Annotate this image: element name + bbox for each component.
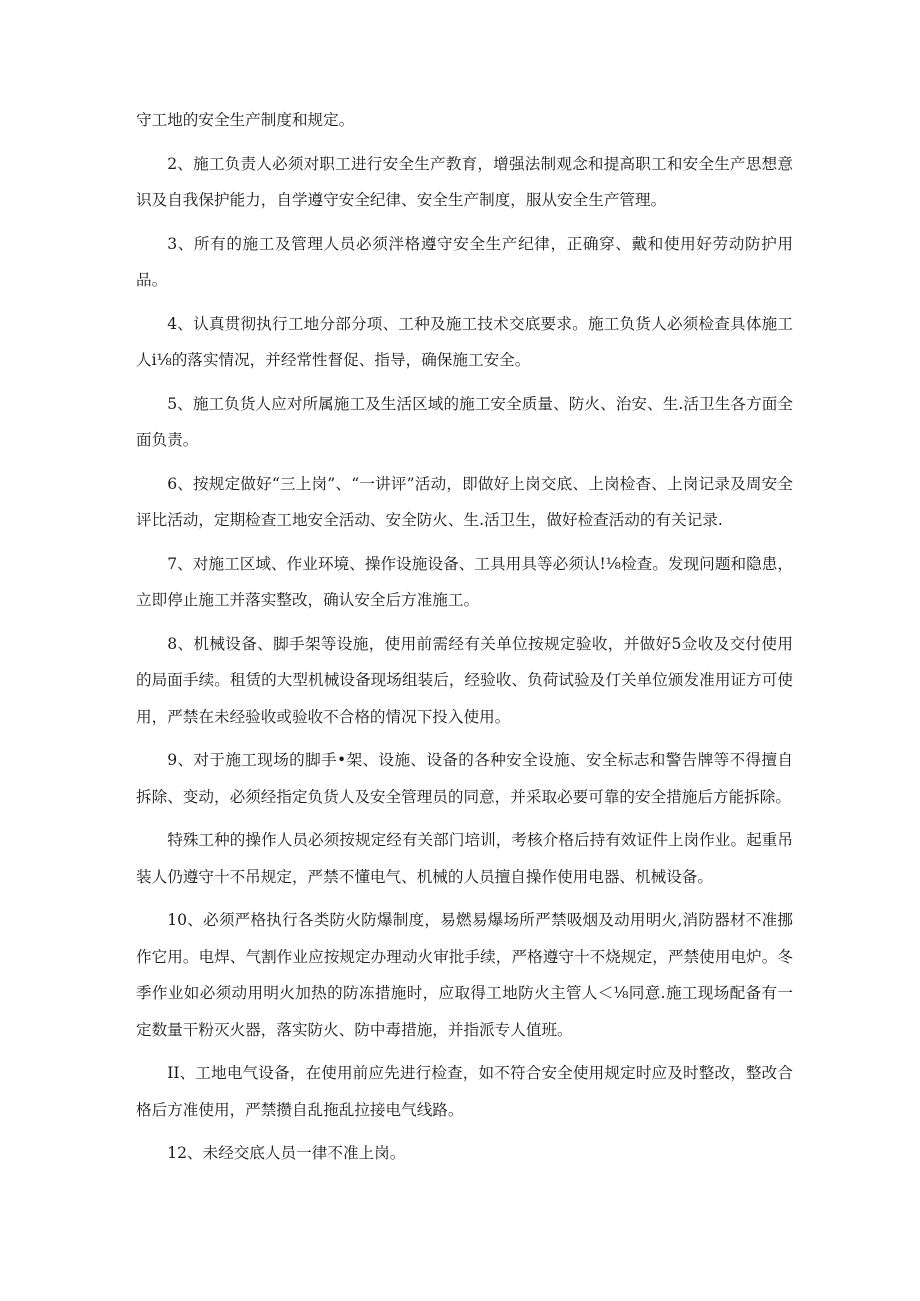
paragraph-item-3: 3、所有的施工及管理人员必须泮格遵守安全生产纪律，正确穿、戴和使用好劳动防护用品。 bbox=[136, 234, 793, 289]
paragraph-item-5: 5、施工负货人应对所属施工及生活区域的施工安全质量、防火、治安、生.活卫生各方面全面负责。 bbox=[136, 394, 793, 449]
paragraph-item-11: II、工地电气设备，在使用前应先进行检查，如不符合安全使用规定时应及时整改，整改合格后方准使用，严禁攒自乱拖乱拉接电气线路。 bbox=[136, 1064, 793, 1119]
paragraph-item-8: 8、机械设备、脚手架等设施，使用前需经有关单位按规定验收，并做好5佥收及交付使用的局面手续。租赁的大型机械设备现场组装后，经验收、负荷试验及仃关单位颁发准用证方可使用，严禁在未经验收或验收不合格的情况下投入使用。 bbox=[136, 634, 793, 726]
paragraph-continuation: 守工地的安全生产制度和规定。 bbox=[136, 111, 355, 129]
document-body bbox=[136, 102, 793, 1179]
paragraph-item-7: 7、对施工区域、作业环境、操作设施设备、工具用具等必须认!⅛检查。发现问题和隐患，立即停止施工并落实整改，确认安全后方准施工。 bbox=[136, 554, 793, 609]
paragraph-item-10: 10、必须严格执行各类防火防爆制度，易燃易爆场所严禁吸烟及动用明火,消防器材不准挪作它用。电焊、气割作业应按规定办理动火审批手续，严格遵守十不烧规定，严禁使用电炉。冬季作业如必须动用明火加热的防冻措施时，应取得工地防火主管人＜⅛同意.施工现场配备有一定数量干粉灭火器，落实防火、防中毒措施，并指派专人值班。 bbox=[136, 911, 793, 1039]
paragraph-item-2: 2、施工负责人必须对职工进行安全生产教育，增强法制观念和提高职工和安全生产思想意识及自我保护能力，自学遵守安全纪律、安全生产制度，服从安全生产管理。 bbox=[136, 154, 793, 209]
paragraph-item-4: 4、认真贯彻执行工地分部分项、工种及施工技术交底要求。施工负货人必须检查具体施工人i⅛的落实情况，并经常性督促、指导，确保施工安全。 bbox=[136, 314, 793, 369]
paragraph-special-workers: 特殊工种的操作人员必须按规定经有关部门培训，考核介格后持有效证件上岗作业。起重吊装人仍遵守十不吊规定，严禁不懂电气、机械的人员擅自操作使用电器、机械设备。 bbox=[136, 831, 793, 886]
paragraph-item-9: 9、对于施工现场的脚手•架、设施、设备的各种安全设施、安全标志和警告牌等不得擅自拆除、变动，必须经指定负货人及安全管理员的同意，并采取必要可靠的安全措施后方能拆除。 bbox=[136, 751, 793, 806]
paragraph-item-6: 6、按规定做好“三上岗”、“一讲评”活动，即做好上岗交底、上岗检杳、上岗记录及周安全评比活动，定期检查工地安全活动、安全防火、生.活卫生，做好检查活动的有关记录. bbox=[136, 474, 793, 529]
paragraph-item-12: 12、未经交底人员一律不准上岗。 bbox=[167, 1144, 406, 1162]
